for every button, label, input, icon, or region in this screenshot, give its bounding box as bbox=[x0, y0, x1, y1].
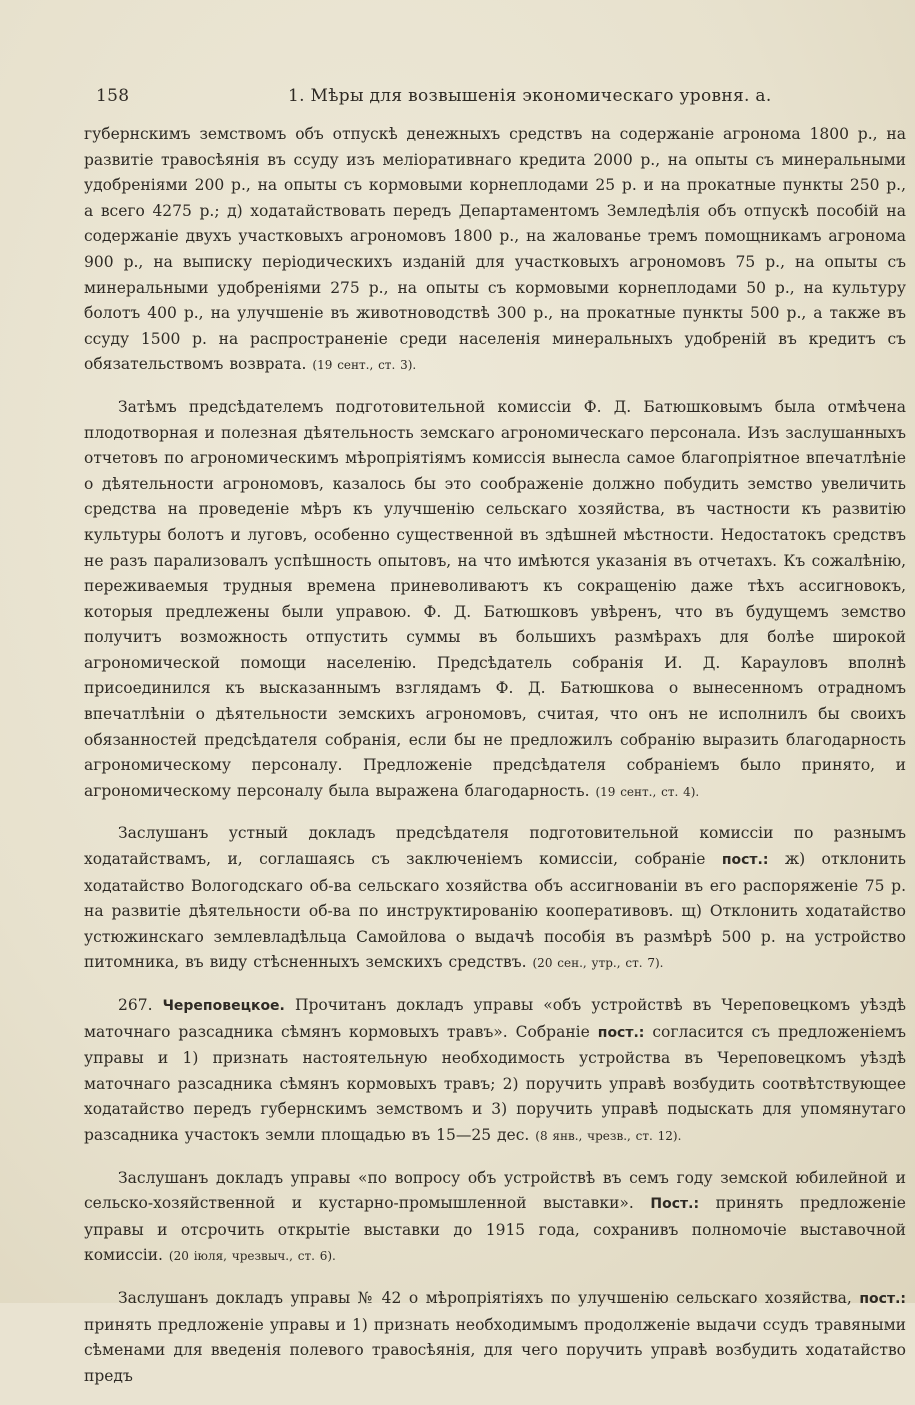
page-header bbox=[96, 86, 866, 110]
paragraph-text: губернскимъ земствомъ объ отпускѣ денежныхъ средствъ на содержаніе агронома 1800 р., на развитіе травосѣянія въ ссуду изъ меліоративнаго кредита 2000 р., на опыты съ минеральными удобреніями 200 р., на опыты съ кормовыми корнеплодами 25 р. и на прокатные пункты 250 р., а всего 4275 р.; д) ходатайствовать передъ Департаментомъ Земледѣлія объ отпускѣ пособій на содержаніе двухъ участковыхъ агрономовъ 1800 р., на жалованье тремъ помощникамъ агронома 900 р., на выписку періодическихъ изданій для участковыхъ агрономовъ 75 р., на опыты съ минеральными удобреніями 275 р., на опыты съ кормовыми корнеплодами 50 р., на культуру болотъ 400 р., на улучшеніе въ животноводствѣ 300 р., на прокатные пункты 500 р., а также въ ссуду 1500 р. на распространеніе среди населенія минеральныхъ удобреній въ кредитъ съ обязательствомъ возврата. bbox=[84, 125, 906, 374]
paragraph-2 bbox=[84, 395, 906, 806]
paragraph-3 bbox=[84, 821, 906, 977]
paragraph-4 bbox=[84, 993, 906, 1150]
paragraph-text-after: согласится съ предложеніемъ управы и 1) признать настоятельную необходимость устройства въ Череповецкомъ уѣздѣ маточнаго разсадника сѣмянъ кормовыхъ травъ; 2) поручить управѣ возбудить соотвѣтствующее ходатайство передъ губернскимъ земствомъ и 3) поручить управѣ подыскать для упомянутаго разсадника участокъ земли площадью въ 15—25 дес. bbox=[84, 1022, 907, 1144]
resolution-marker: пост.: bbox=[721, 852, 769, 869]
paragraph-text: Затѣмъ предсѣдателемъ подготовительной комиссіи Ф. Д. Батюшковымъ была отмѣчена плодотворная и полезная дѣятельность земскаго агрономическаго персонала. Изъ заслушанныхъ отчетовъ по агрономическимъ мѣропріятіямъ комиссія вынесла самое благопріятное впечатлѣніе о дѣятельности агрономовъ, казалось бы это соображеніе должно побудить земство увеличить средства на проведеніе мѣръ къ улучшенію сельскаго хозяйства, въ частности къ развитію культуры болотъ и луговъ, особенно существенной въ здѣшней мѣстности. Недостатокъ средствъ не разъ парализовалъ успѣшность опытовъ, на что имѣются указанія въ отчетахъ. Къ сожалѣнію, переживаемыя трудныя времена приневоливаютъ къ сокращенію даже тѣхъ ассигновокъ, которыя предлежены были управою. Ф. Д. Батюшковъ увѣренъ, что въ будущемъ земство получитъ возможность отпустить суммы въ большихъ размѣрахъ для болѣе широкой агрономической помощи населенію. Предсѣдатель собранія И. Д. Карауловъ вполнѣ присоединился къ высказаннымъ взглядамъ Ф. Д. Батюшкова о вынесенномъ отрадномъ впечатлѣніи о дѣятельности земскихъ агрономовъ, считая, что онъ не исполнилъ бы своихъ обязанностей предсѣдателя собранія, если бы не предложилъ собранію выразить благодарность агрономическому персоналу. Предложеніе предсѣдателя собраніемъ было принято, и агрономическому персоналу была выражена благодарность. bbox=[84, 397, 906, 800]
resolution-marker: пост.: bbox=[859, 1290, 906, 1307]
source-reference: (20 сен., утр., ст. 7). bbox=[532, 956, 664, 971]
paragraph-text-before: Заслушанъ устный докладъ предсѣдателя подготовительной комиссіи по разнымъ ходатайствамъ, и, соглашаясь съ заключеніемъ комиссіи, собраніе bbox=[84, 824, 906, 869]
paragraph-text-before: Заслушанъ докладъ управы «по вопросу объ устройствѣ въ семъ году земской юбилейной и сельско-хозяйственной и кустарно-промышленной выставки». bbox=[84, 1168, 906, 1213]
source-reference: (19 сент., ст. 3). bbox=[312, 358, 417, 373]
source-reference: (19 сент., ст. 4). bbox=[595, 784, 700, 799]
paragraph-text-before: Прочитанъ докладъ управы «объ устройствѣ въ Череповецкомъ уѣздѣ маточнаго разсадника сѣмянъ кормовыхъ травъ». Собраніе bbox=[84, 996, 906, 1041]
source-reference: (20 іюля, чрезвыч., ст. 6). bbox=[168, 1249, 336, 1264]
section-number: 267. bbox=[118, 996, 153, 1014]
paragraph-text-after: принять предложеніе управы и отсрочить открытіе выставки до 1915 года, сохранивъ полномочіе выставочной комиссіи. bbox=[84, 1194, 906, 1265]
paragraph-5 bbox=[84, 1166, 906, 1270]
resolution-marker: Пост.: bbox=[650, 1196, 700, 1213]
resolution-marker: пост.: bbox=[597, 1024, 645, 1041]
body-text bbox=[84, 122, 906, 1405]
source-reference: (8 янв., чрезв., ст. 12). bbox=[535, 1128, 682, 1143]
section-title: Череповецкое. bbox=[162, 998, 285, 1014]
paragraph-text-after: ж) отклонить ходатайство Вологодскаго об-ва сельскаго хозяйства объ ассигнованіи въ его распоряженіе 75 р. на развитіе дѣятельности об-ва по инструктированію кооперативовъ. щ) Отклонить ходатайство устюжинскаго землевладѣльца Самойлова о выдачѣ пособія въ размѣрѣ 500 р. на устройство питомника, въ виду стѣсненныхъ земскихъ средствъ. bbox=[84, 850, 906, 972]
paragraph-6 bbox=[84, 1286, 906, 1389]
paragraph-1 bbox=[84, 122, 906, 379]
running-title: 1. Мѣры для возвышенія экономическаго уровня. а. bbox=[288, 86, 772, 106]
page-number: 158 bbox=[96, 86, 130, 106]
paragraph-text-before: Заслушанъ докладъ управы № 42 о мѣропріятіяхъ по улучшенію сельскаго хозяйства, bbox=[118, 1288, 852, 1307]
paragraph-text-after: принять предложеніе управы и 1) признать необходимымъ продолженіе выдачи ссудъ травяными сѣменами для введенія полевого травосѣянія, для чего поручить управѣ возбудить ходатайство предъ bbox=[84, 1315, 906, 1385]
